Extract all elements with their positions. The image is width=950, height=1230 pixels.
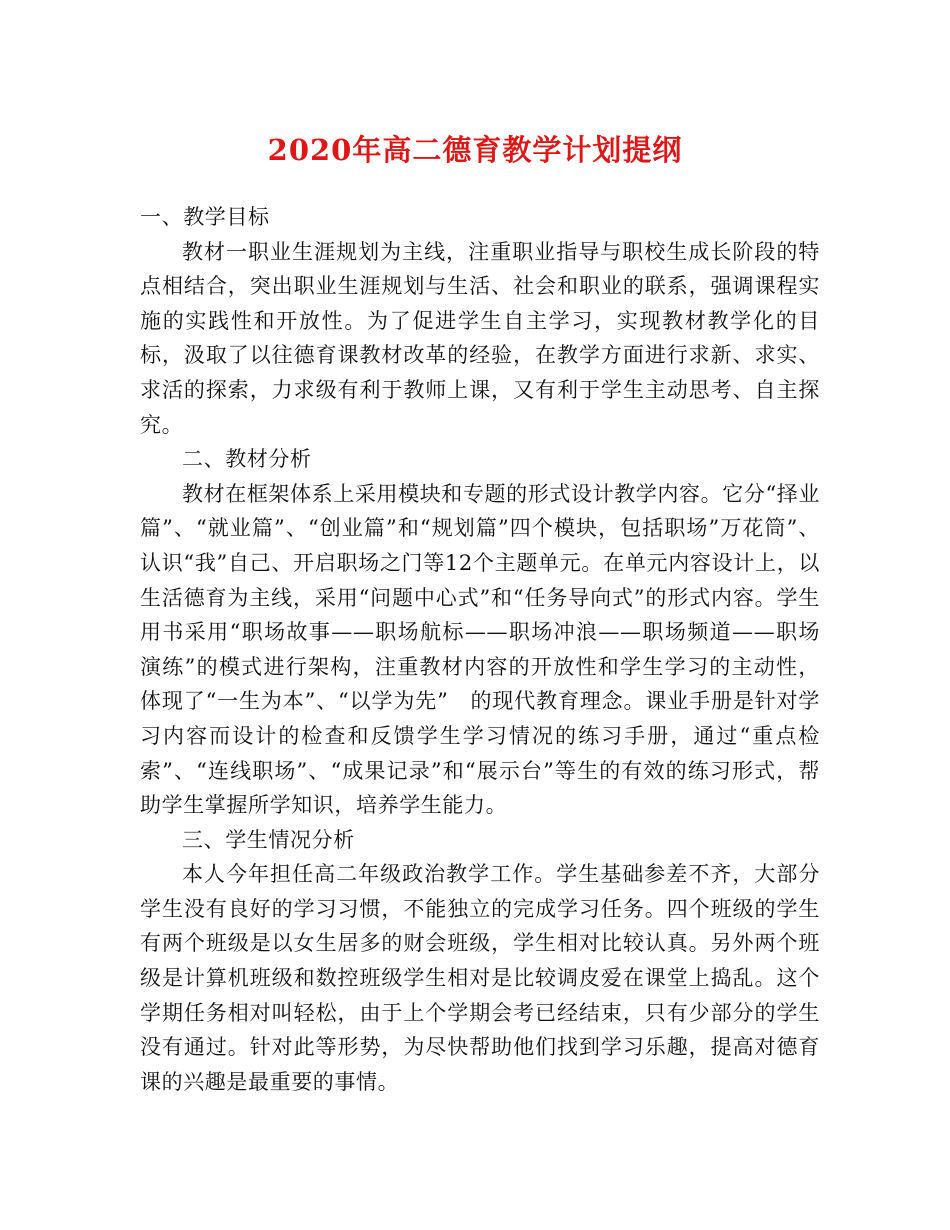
section-teaching-goals	[140, 200, 820, 442]
section-heading: 一、教学目标	[140, 205, 270, 229]
section-paragraph: 本人今年担任高二年级政治教学工作。学生基础参差不齐，大部分学生没有良好的学习习惯，不能独立的完成学习任务。四个班级的学生有两个班级是以女生居多的财会班级，学生相对比较认真。另外两个班级是计算机班级和数控班级学生相对是比较调皮爱在课堂上捣乱。这个学期任务相对叫轻松，由于上个学期会考已经结束，只有少部分的学生没有通过。针对此等形势，为尽快帮助他们找到学习乐趣，提高对德育课的兴趣是最重要的事情。	[140, 862, 820, 1094]
section-paragraph: 教材一职业生涯规划为主线，注重职业指导与职校生成长阶段的特点相结合，突出职业生涯规划与生活、社会和职业的联系，强调课程实施的实践性和开放性。为了促进学生自主学习，实现教材教学化的目标，汲取了以往德育课教材改革的经验，在教学方面进行求新、求实、求活的探索，力求级有利于教师上课，又有利于学生主动思考、自主探究。	[140, 239, 820, 437]
document-body	[140, 200, 820, 1099]
section-paragraph: 教材在框架体系上采用模块和专题的形式设计教学内容。它分“择业篇”、“就业篇”、“创业篇”和“规划篇”四个模块，包括职场”万花筒”、认识“我”自己、开启职场之门等12个主题单元。在单元内容设计上，以生活德育为主线，采用“问题中心式”和“任务导向式”的形式内容。学生用书采用“职场故事——职场航标——职场冲浪——职场频道——职场演练”的模式进行架构，注重教材内容的开放性和学生学习的主动性，体现了“一生为本”、“以学为先” 的现代教育理念。课业手册是针对学习内容而设计的检查和反馈学生学习情况的练习手册，通过“重点检索”、“连线职场”、“成果记录”和“展示台”等生的有效的练习形式，帮助学生掌握所学知识，培养学生能力。	[140, 481, 820, 818]
section-heading: 二、教材分析	[182, 447, 312, 472]
document-title: 2020年高二德育教学计划提纲	[267, 133, 683, 167]
section-textbook-analysis	[140, 442, 820, 823]
section-heading: 三、学生情况分析	[182, 827, 355, 852]
section-student-analysis	[140, 823, 820, 1100]
